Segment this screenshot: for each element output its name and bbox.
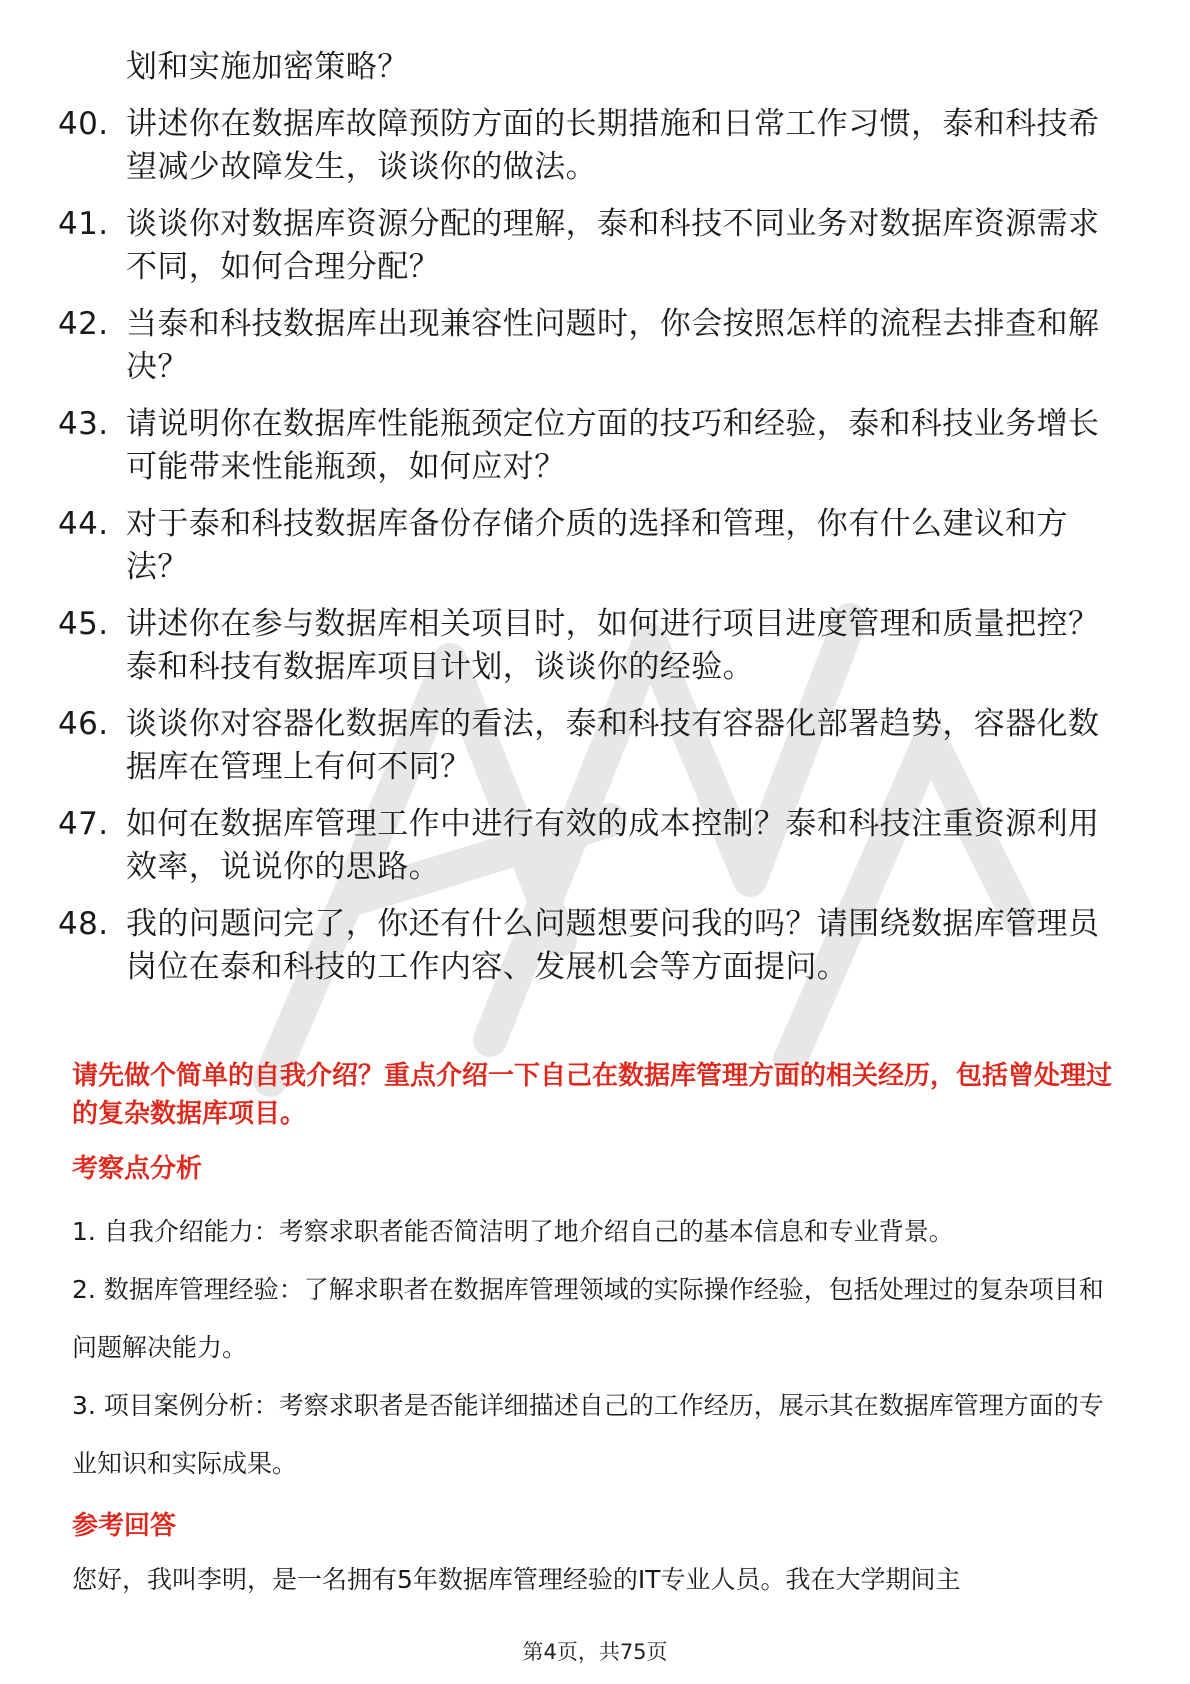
- question-number: 44.: [58, 506, 109, 542]
- question-number: 41.: [58, 206, 109, 242]
- answer-title: 参考回答: [72, 1511, 177, 1541]
- analysis-title: 考察点分析: [72, 1154, 203, 1184]
- continuation-text: 划和实施加密策略？: [126, 49, 409, 85]
- question-item: [58, 503, 1118, 589]
- question-item: [58, 903, 1118, 989]
- page-footer: 第4页，共75页: [522, 1640, 668, 1664]
- question-item: [58, 603, 1118, 689]
- question-number: 40.: [58, 106, 109, 142]
- question-list: [58, 46, 1118, 1003]
- question-number: 46.: [58, 706, 109, 742]
- question-text: 请说明你在数据库性能瓶颈定位方面的技巧和经验，泰和科技业务增长可能带来性能瓶颈，如何应对？: [126, 406, 1100, 485]
- question-item: [58, 203, 1118, 289]
- question-text: 讲述你在数据库故障预防方面的长期措施和日常工作习惯，泰和科技希望减少故障发生，谈谈你的做法。: [126, 106, 1100, 185]
- question-number: 42.: [58, 306, 109, 342]
- featured-question: 请先做个简单的自我介绍？重点介绍一下自己在数据库管理方面的相关经历，包括曾处理过的复杂数据库项目。: [72, 1061, 1113, 1129]
- question-item: [58, 803, 1118, 889]
- question-text: 当泰和科技数据库出现兼容性问题时，你会按照怎样的流程去排查和解决？: [126, 306, 1100, 385]
- question-text: 对于泰和科技数据库备份存储介质的选择和管理，你有什么建议和方法？: [126, 506, 1068, 585]
- question-item: [58, 303, 1118, 389]
- question-item: [58, 103, 1118, 189]
- analysis-point: 1. 自我介绍能力：考察求职者能否简洁明了地介绍自己的基本信息和专业背景。: [72, 1217, 954, 1246]
- question-number: 43.: [58, 406, 109, 442]
- analysis-points: [72, 1203, 1122, 1493]
- analysis-point: 2. 数据库管理经验：了解求职者在数据库管理领域的实际操作经验，包括处理过的复杂项目和问题解决能力。: [72, 1275, 1104, 1362]
- question-text: 如何在数据库管理工作中进行有效的成本控制？泰和科技注重资源利用效率，说说你的思路。: [126, 806, 1100, 885]
- question-text: 讲述你在参与数据库相关项目时，如何进行项目进度管理和质量把控？泰和科技有数据库项目计划，谈谈你的经验。: [126, 606, 1100, 685]
- question-text: 谈谈你对容器化数据库的看法，泰和科技有容器化部署趋势，容器化数据库在管理上有何不同？: [126, 706, 1100, 785]
- question-text: 谈谈你对数据库资源分配的理解，泰和科技不同业务对数据库资源需求不同，如何合理分配？: [126, 206, 1100, 285]
- question-text: 我的问题问完了，你还有什么问题想要问我的吗？请围绕数据库管理员岗位在泰和科技的工作内容、发展机会等方面提问。: [126, 906, 1100, 985]
- analysis-point: 3. 项目案例分析：考察求职者是否能详细描述自己的工作经历，展示其在数据库管理方面的专业知识和实际成果。: [72, 1391, 1104, 1478]
- question-number: 45.: [58, 606, 109, 642]
- question-item: [58, 403, 1118, 489]
- question-number: 47.: [58, 806, 109, 842]
- question-number: 48.: [58, 906, 109, 942]
- answer-text: 您好，我叫李明，是一名拥有5年数据库管理经验的IT专业人员。我在大学期间主: [72, 1565, 961, 1594]
- question-item: [58, 703, 1118, 789]
